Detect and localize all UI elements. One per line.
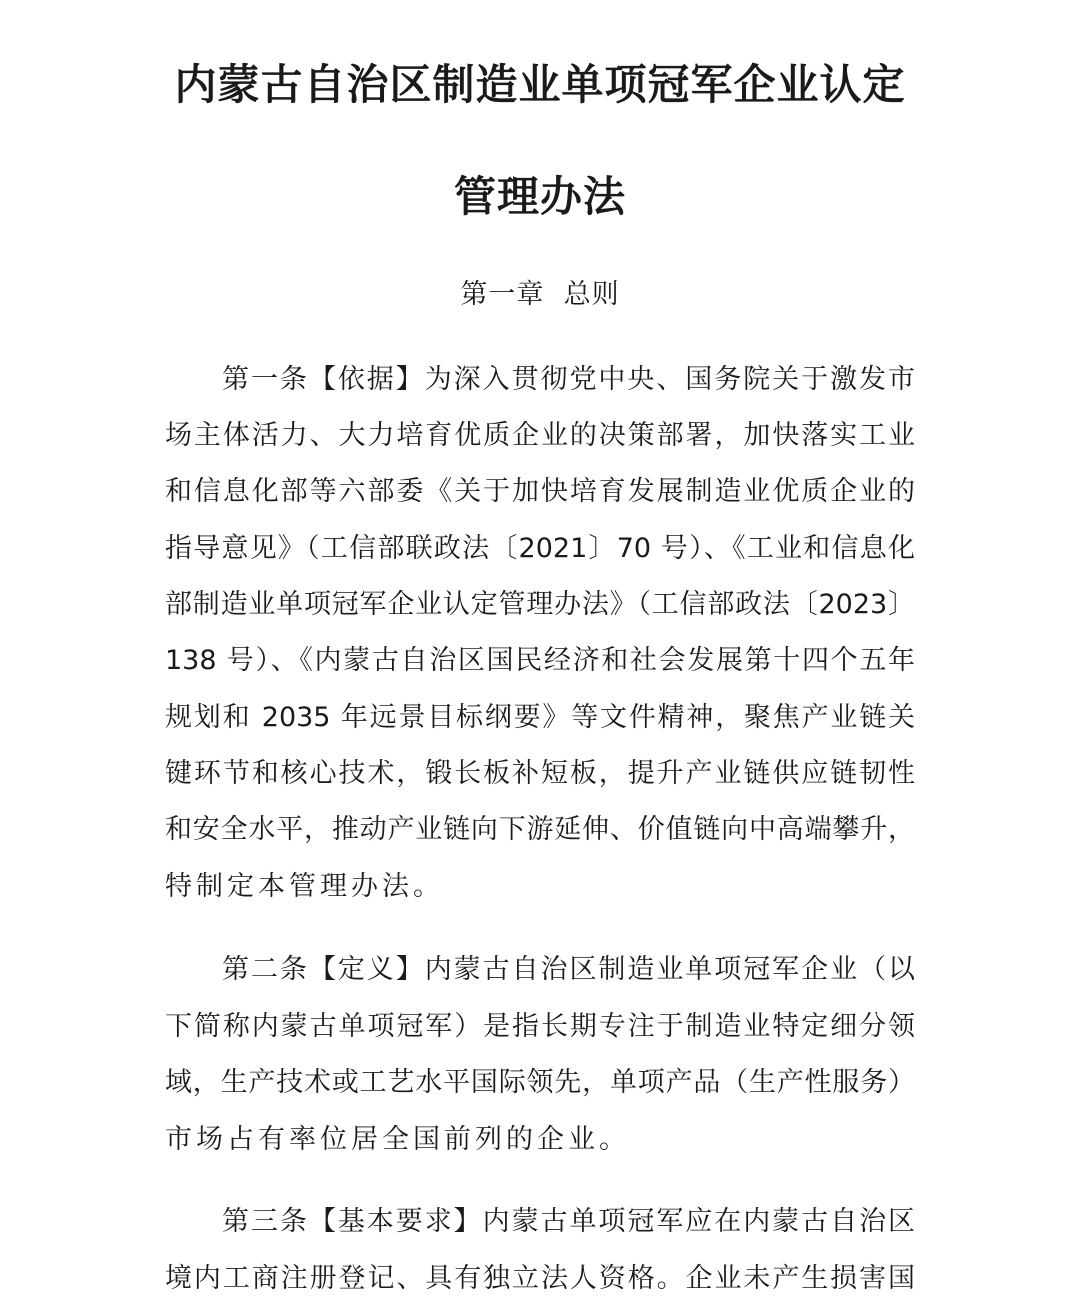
article-2-line: 域，生产技术或工艺水平国际领先，单项产品（生产性服务）: [165, 1067, 915, 1098]
article-2-line: 下简称内蒙古单项冠军）是指长期专注于制造业特定细分领: [165, 1011, 915, 1042]
article-1-line: 特制定本管理办法。: [165, 871, 444, 902]
article-1-line: 场主体活力、大力培育优质企业的决策部署，加快落实工业: [165, 420, 915, 451]
article-1-line: 138 号）、《内蒙古自治区国民经济和社会发展第十四个五年: [165, 645, 915, 676]
chapter-heading: 第一章 总则: [460, 279, 620, 310]
article-1-line: 部制造业单项冠军企业认定管理办法》（工信部政法〔2023〕: [165, 589, 915, 620]
article-1-line: 指导意见》（工信部联政法〔2021〕70 号）、《工业和信息化: [165, 533, 915, 564]
article-1-line: 和安全水平，推动产业链向下游延伸、价值链向中高端攀升，: [165, 814, 915, 845]
article-3-line: 第三条【基本要求】内蒙古单项冠军应在内蒙古自治区: [222, 1206, 915, 1237]
document-title-line-2: 管理办法: [453, 172, 626, 221]
document-title-line-1: 内蒙古自治区制造业单项冠军企业认定: [174, 60, 906, 109]
article-2-line: 市场占有率位居全国前列的企业。: [165, 1124, 630, 1155]
article-1-line: 第一条【依据】为深入贯彻党中央、国务院关于激发市: [222, 364, 915, 395]
article-3-line: 境内工商注册登记、具有独立法人资格。企业未产生损害国: [165, 1263, 915, 1294]
article-1-line: 和信息化部等六部委《关于加快培育发展制造业优质企业的: [165, 476, 915, 507]
article-1-line: 规划和 2035 年远景目标纲要》等文件精神，聚焦产业链关: [165, 702, 915, 733]
article-1-line: 键环节和核心技术，锻长板补短板，提升产业链供应链韧性: [165, 758, 915, 789]
article-2-line: 第二条【定义】内蒙古自治区制造业单项冠军企业（以: [222, 954, 915, 985]
